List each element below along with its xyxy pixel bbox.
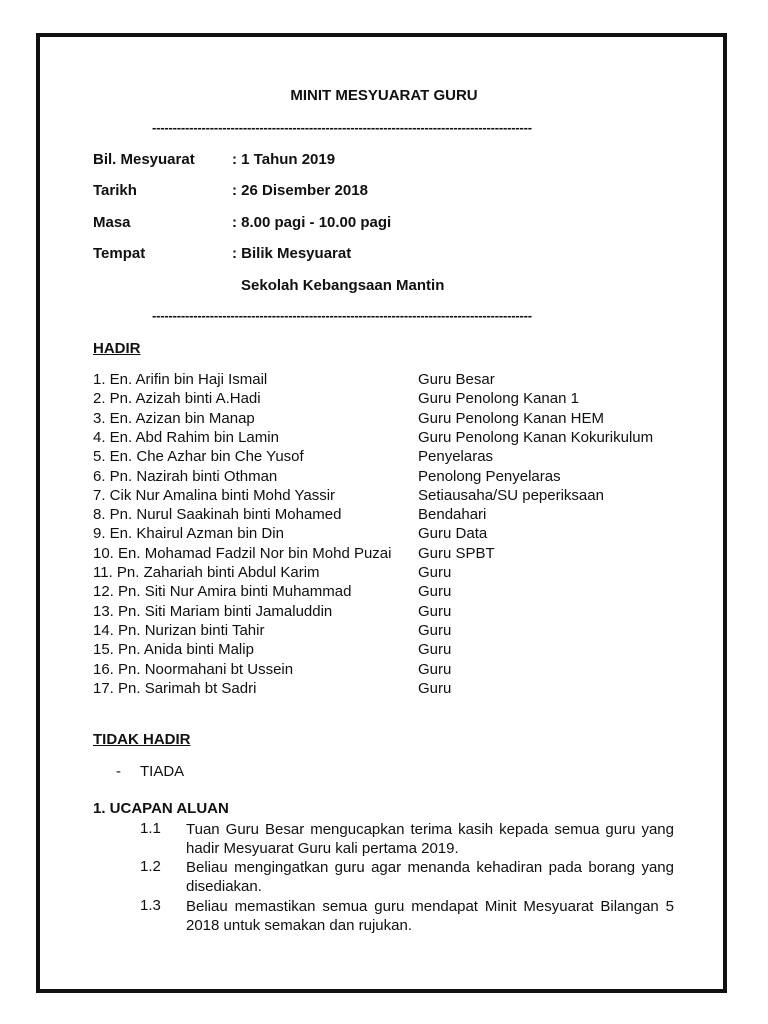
hadir-heading: HADIR bbox=[93, 340, 141, 357]
tidak-hadir-item: TIADA bbox=[140, 763, 185, 780]
attendee-role: Guru Penolong Kanan Kokurikulum bbox=[418, 429, 654, 446]
attendee-name: 3. En. Azizan bin Manap bbox=[93, 410, 255, 427]
document-title: MINIT MESYUARAT GURU bbox=[290, 87, 478, 104]
meta-value-masa: : 8.00 pagi - 10.00 pagi bbox=[232, 214, 392, 231]
attendee-role: Guru bbox=[418, 603, 452, 620]
attendee-name: 16. Pn. Noormahani bt Ussein bbox=[93, 661, 294, 678]
attendee-role: Penyelaras bbox=[418, 448, 494, 465]
tidak-hadir-heading: TIDAK HADIR bbox=[93, 731, 191, 748]
attendee-name: 6. Pn. Nazirah binti Othman bbox=[93, 468, 278, 485]
attendee-role: Guru bbox=[418, 661, 452, 678]
attendee-name: 15. Pn. Anida binti Malip bbox=[93, 641, 254, 658]
attendee-name: 4. En. Abd Rahim bin Lamin bbox=[93, 429, 279, 446]
attendee-name: 5. En. Che Azhar bin Che Yusof bbox=[93, 448, 304, 465]
attendee-role: Guru bbox=[418, 641, 452, 658]
attendee-name: 8. Pn. Nurul Saakinah binti Mohamed bbox=[93, 506, 342, 523]
attendee-role: Guru bbox=[418, 564, 452, 581]
meta-label-tempat: Tempat bbox=[93, 245, 146, 262]
section1-item-num: 1.3 bbox=[140, 897, 161, 914]
tidak-hadir-bullet: - bbox=[116, 763, 121, 780]
attendee-role: Guru Penolong Kanan HEM bbox=[418, 410, 604, 427]
section1-item-text: Tuan Guru Besar mengucapkan terima kasih kepada semua guru yang hadir Mesyuarat Guru kali pertama 2019. bbox=[186, 821, 674, 857]
meta-label-tarikh: Tarikh bbox=[93, 182, 137, 199]
attendee-role: Guru Besar bbox=[418, 371, 495, 388]
attendee-name: 7. Cik Nur Amalina binti Mohd Yassir bbox=[93, 487, 336, 504]
section1-item-num: 1.1 bbox=[140, 820, 161, 837]
attendee-role: Guru SPBT bbox=[418, 545, 495, 562]
attendee-role: Bendahari bbox=[418, 506, 487, 523]
attendee-role: Guru bbox=[418, 583, 452, 600]
meta-value-tempat: : Bilik Mesyuarat bbox=[232, 245, 352, 262]
meta-label-bil: Bil. Mesyuarat bbox=[93, 151, 195, 168]
meta-value-tempat-line2: Sekolah Kebangsaan Mantin bbox=[241, 277, 445, 294]
attendee-name: 10. En. Mohamad Fadzil Nor bin Mohd Puzai bbox=[93, 545, 392, 562]
attendee-name: 13. Pn. Siti Mariam binti Jamaluddin bbox=[93, 603, 333, 620]
meta-label-masa: Masa bbox=[93, 214, 131, 231]
attendee-role: Guru Data bbox=[418, 525, 488, 542]
attendee-name: 17. Pn. Sarimah bt Sadri bbox=[93, 680, 257, 697]
attendee-name: 1. En. Arifin bin Haji Ismail bbox=[93, 371, 268, 388]
section1-heading: 1. UCAPAN ALUAN bbox=[93, 800, 229, 817]
section1-item-text: Beliau memastikan semua guru mendapat Minit Mesyuarat Bilangan 5 2018 untuk semakan dan rujukan. bbox=[186, 898, 674, 934]
attendee-name: 11. Pn. Zahariah binti Abdul Karim bbox=[93, 564, 320, 581]
meta-value-tarikh: : 26 Disember 2018 bbox=[232, 182, 368, 199]
separator-bottom: -------------------------------------------------------------------------------------------- bbox=[152, 308, 532, 323]
section1-item-num: 1.2 bbox=[140, 858, 161, 875]
meta-value-bil: : 1 Tahun 2019 bbox=[232, 151, 336, 168]
attendee-role: Penolong Penyelaras bbox=[418, 468, 561, 485]
attendee-role: Guru Penolong Kanan 1 bbox=[418, 390, 579, 407]
attendee-name: 12. Pn. Siti Nur Amira binti Muhammad bbox=[93, 583, 352, 600]
attendee-role: Guru bbox=[418, 622, 452, 639]
attendee-name: 2. Pn. Azizah binti A.Hadi bbox=[93, 390, 261, 407]
attendee-role: Guru bbox=[418, 680, 452, 697]
attendee-name: 9. En. Khairul Azman bin Din bbox=[93, 525, 284, 542]
section1-item-text: Beliau mengingatkan guru agar menanda kehadiran pada borang yang disediakan. bbox=[186, 859, 674, 895]
separator-top: -------------------------------------------------------------------------------------------- bbox=[152, 120, 532, 135]
attendee-role: Setiausaha/SU peperiksaan bbox=[418, 487, 604, 504]
attendee-name: 14. Pn. Nurizan binti Tahir bbox=[93, 622, 265, 639]
